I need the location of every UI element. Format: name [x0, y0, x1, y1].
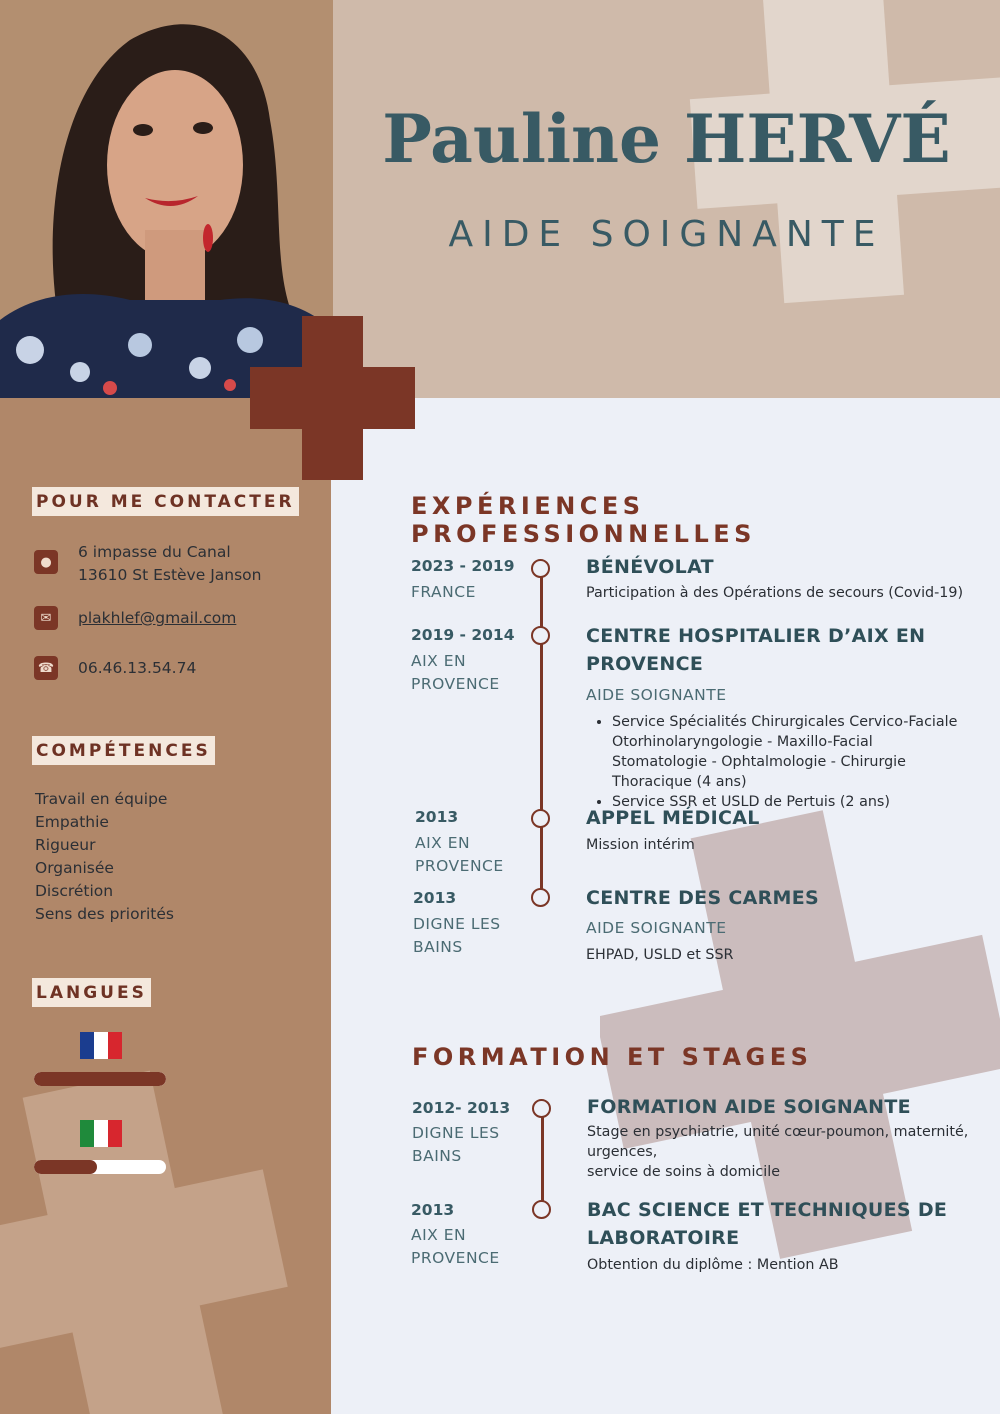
skills-list [35, 788, 174, 926]
contact-heading: POUR ME CONTACTER [32, 487, 299, 516]
skill-item: Travail en équipe [35, 790, 168, 808]
experience-title: APPEL MÉDICAL [586, 807, 760, 829]
education-heading: FORMATION ET STAGES [412, 1043, 813, 1071]
french-level-fill [34, 1072, 166, 1086]
experience-description: Mission intérim [586, 837, 695, 853]
experience-date: 2013 [415, 808, 459, 826]
bullet-item: • Service Spécialités Chirurgicales Cervico-Faciale Otorhinolaryngologie - Maxillo-Facial Stomatologie - Ophtalmologie - Chirurgie Thoracique (4 ans) [612, 712, 966, 792]
skill-item: Organisée [35, 859, 114, 877]
place-line: PROVENCE [415, 857, 504, 875]
experience-title: CENTRE DES CARMES [586, 887, 820, 909]
education-place [411, 1224, 500, 1270]
education-date: 2013 [411, 1201, 455, 1219]
experience-description: Participation à des Opérations de secours (Covid-19) [586, 585, 964, 601]
skill-item: Sens des priorités [35, 905, 174, 923]
title-line: CENTRE HOSPITALIER D’AIX EN [586, 625, 926, 647]
timeline-line [541, 1116, 544, 1204]
email-link[interactable]: plakhlef@gmail.com [78, 609, 237, 627]
timeline-dot [531, 888, 550, 907]
experience-title [586, 622, 925, 678]
italian-level-fill [34, 1160, 97, 1174]
experience-date: 2023 - 2019 [411, 557, 515, 575]
place-line: BAINS [412, 1147, 462, 1165]
place-line: AIX EN [411, 652, 467, 670]
place-line: DIGNE LES [413, 915, 501, 933]
france-flag-icon [80, 1032, 122, 1059]
skills-section [32, 736, 215, 765]
description-line: Stage en psychiatrie, unité cœur-poumon, maternité, [587, 1124, 969, 1140]
french-level-bar [34, 1072, 166, 1086]
experience-place [413, 913, 501, 959]
phone-icon: ☎ [34, 656, 58, 680]
title-line: PROVENCE [586, 653, 704, 675]
skill-item: Discrétion [35, 882, 114, 900]
experience-bullets [586, 712, 966, 812]
description-line: urgences, [587, 1144, 658, 1160]
place-line: BAINS [413, 938, 463, 956]
timeline-line [540, 575, 543, 815]
education-date: 2012- 2013 [412, 1099, 511, 1117]
education-title: FORMATION AIDE SOIGNANTE [587, 1096, 911, 1118]
experience-place: FRANCE [411, 583, 476, 601]
timeline-dot [532, 1200, 551, 1219]
skill-item: Empathie [35, 813, 109, 831]
place-line: PROVENCE [411, 675, 500, 693]
experience-role: AIDE SOIGNANTE [586, 919, 727, 937]
description-line: service de soins à domicile [587, 1164, 781, 1180]
place-line: PROVENCE [411, 1249, 500, 1267]
place-line: AIX EN [415, 834, 471, 852]
place-line: DIGNE LES [412, 1124, 500, 1142]
timeline-dot [532, 1099, 551, 1118]
medical-cross-icon [250, 316, 415, 480]
timeline-dot [531, 559, 550, 578]
location-pin-icon: ● [34, 550, 58, 574]
place-line: AIX EN [411, 1226, 467, 1244]
experience-date: 2019 - 2014 [411, 626, 515, 644]
experience-heading: EXPÉRIENCES PROFESSIONNELLES [411, 492, 756, 548]
person-name: Pauline HERVÉ [382, 100, 951, 178]
header-background [333, 0, 1000, 398]
address [78, 541, 261, 587]
education-title [587, 1196, 947, 1252]
italian-level-bar [34, 1160, 166, 1174]
bullet-item: • Service SSR et USLD de Pertuis (2 ans) [612, 792, 966, 812]
title-line: BAC SCIENCE ET TECHNIQUES DE [587, 1199, 948, 1221]
title-line: LABORATOIRE [587, 1227, 740, 1249]
decorative-cross-header [333, 0, 1000, 398]
experience-date: 2013 [413, 889, 457, 907]
languages-heading: LANGUES [32, 978, 151, 1007]
phone-number: 06.46.13.54.74 [78, 659, 197, 677]
experience-description: EHPAD, USLD et SSR [586, 947, 734, 963]
job-title: AIDE SOIGNANTE [448, 214, 885, 255]
envelope-icon: ✉ [34, 606, 58, 630]
italy-flag-icon [80, 1120, 122, 1147]
experience-title: BÉNÉVOLAT [586, 556, 714, 578]
experience-role: AIDE SOIGNANTE [586, 686, 727, 704]
address-line-2: 13610 St Estève Janson [78, 566, 262, 584]
experience-place [411, 650, 500, 696]
skill-item: Rigueur [35, 836, 96, 854]
education-description: Obtention du diplôme : Mention AB [587, 1257, 839, 1273]
timeline-line [540, 826, 543, 890]
contact-section [32, 487, 299, 516]
timeline-dot [531, 626, 550, 645]
skills-heading: COMPÉTENCES [32, 736, 215, 765]
education-description [587, 1122, 968, 1182]
address-line-1: 6 impasse du Canal [78, 543, 231, 561]
education-place [412, 1122, 500, 1168]
experience-place [415, 832, 504, 878]
languages-section [32, 978, 151, 1007]
